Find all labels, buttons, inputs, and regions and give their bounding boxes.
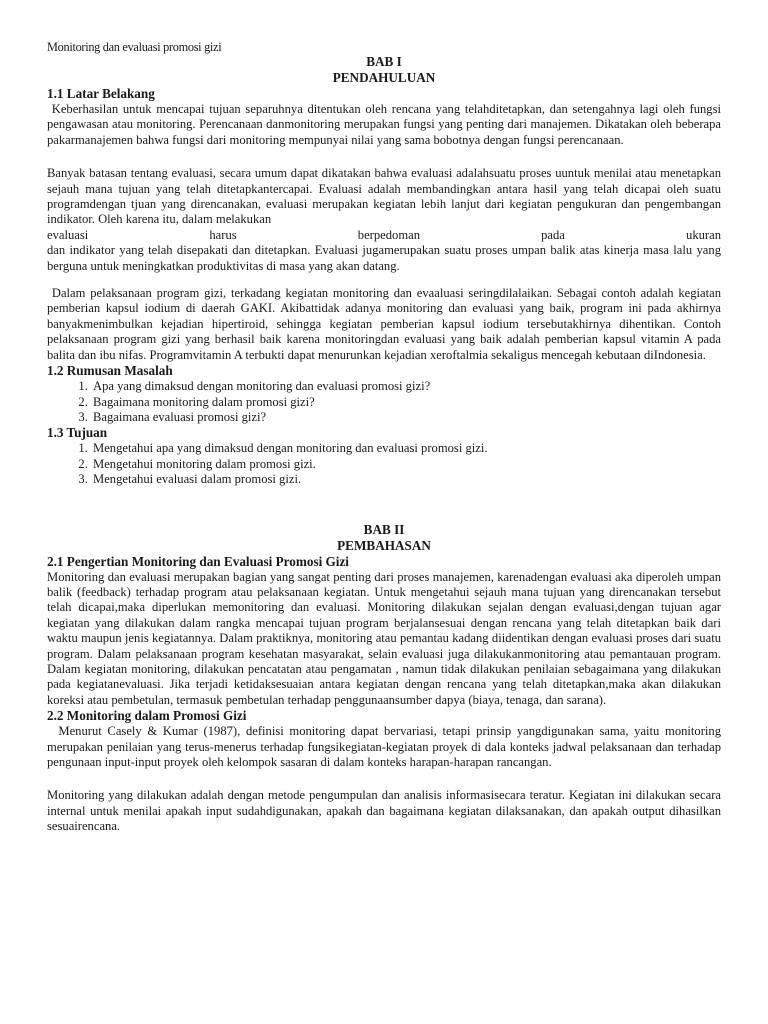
- list-item: 1. Apa yang dimaksud dengan monitoring dan evaluasi promosi gizi?: [91, 379, 721, 394]
- problem-list: [47, 379, 721, 425]
- running-header: Monitoring dan evaluasi promosi gizi: [47, 40, 222, 54]
- spread-word: ukuran: [686, 227, 721, 242]
- section-1-1-spread-line: [47, 228, 721, 243]
- section-2-2-paragraph-2: Monitoring yang dilakukan adalah dengan metode pengumpulan dan analisis informasisecara teratur. Kegiatan ini dilakukan secara internal untuk menilai apakah input sudahdigunakan, apakah dan bagaimana kegiatan dilaksanakan, dan apakah output dihasilkan sesuairencana.: [47, 788, 721, 834]
- section-2-2-heading: 2.2 Monitoring dalam Promosi Gizi: [47, 708, 247, 724]
- list-item: 3. Bagaimana evaluasi promosi gizi?: [91, 410, 721, 425]
- section-1-1-heading: 1.1 Latar Belakang: [47, 86, 155, 101]
- section-2-2-paragraph-1: Menurut Casely & Kumar (1987), definisi monitoring dapat bervariasi, tetapi prinsip yangdigunakan sama, yaitu monitoring merupakan penilaian yang terus-menerus terhadap fungsikegiatan-kegiatan proyek di dala konteks jadwal pelaksanaan dan terhadap pengunaan input-input proyek oleh kelompok sasaran di dalam konteks harapan-harapan rancangan.: [47, 724, 725, 769]
- spread-word: berpedoman: [357, 227, 421, 242]
- spread-word: pada: [541, 227, 565, 242]
- section-2-1-paragraph-1: Monitoring dan evaluasi merupakan bagian yang sangat penting dari proses manajemen, karenadengan evaluasi aka diperoleh umpan balik (feedback) terhadap program atau pelaksanaan kegiatan. Untuk mengetahui sejauh mana tujuan yang direncanakan tersebut telah dicapai,maka diperlukan memonitoring dan evaluasi. Monitoring dilakukan sejalan dengan evaluasi,dengan tujuan agar kegiatan yang dilakukan dalam rangka mencapai tujuan program berjalansesuai dengan rencana yang telah ditetapkan baik dari waktu maupun jenis kegiatannya. Dalam praktiknya, monitoring atau pemantau kadang diidentikan dengan evaluasi proses dari suatu program. Dalam pelaksanaan program kesehatan masyarakat, selain evaluasi juga dilakukanmonitoring atau pemantauan program. Dalam kegiatan monitoring, dilakukan pencatatan atau pengamatan , namun tidak dilakukan penilaian sebagaimana yang dilakukan pada kegiatanevaluasi. Jika terjadi ketidaksesuaian antara kegiatan dengan rencana yang telah ditetapkan,maka akan dilakukan koreksi atau pembetulan, termasuk pembetulan terhadap penggunaansumber dapya (biaya, tenaga, dan sarana).: [47, 569, 721, 707]
- list-item: 2. Bagaimana monitoring dalam promosi gizi?: [91, 395, 721, 410]
- objective-list: [47, 441, 721, 487]
- list-item: 3. Mengetahui evaluasi dalam promosi gizi.: [91, 472, 721, 487]
- section-1-2-heading: 1.2 Rumusan Masalah: [47, 363, 173, 379]
- section-1-1-paragraph-1: Keberhasilan untuk mencapai tujuan separuhnya ditentukan oleh rencana yang telahditetapkan, dan setengahnya lagi oleh fungsi pengawasan atau monitoring. Perencanaan danmonitoring merupakan fungsi yang penting dari manajemen. Dikatakan oleh beberapa pakarmanajemen bahwa fungsi dari monitoring mempunyai nilai yang sama bobotnya dengan fungsi perencanaan.: [47, 102, 725, 147]
- list-item: 1. Mengetahui apa yang dimaksud dengan monitoring dan evaluasi promosi gizi.: [91, 441, 721, 456]
- section-1-1-paragraph-3: Dalam pelaksanaan program gizi, terkadang kegiatan monitoring dan evaaluasi seringdilalaikan. Sebagai contoh adalah kegiatan pemberian kapsul iodium di daerah GAKI. Akibattidak adanya monitoring dan evaluasi yang baik, program ini pada akhirnya banyakmenimbulkan kejadian hipertiroid, sehingga kegiatan pemberian kapsul iodium tersebutakhirnya dihentikan. Contoh pelaksanaan program gizi yang berhasil baik karena monitoringdan evaluasi yang baik adalah pemberian kapsul vitamin A pada balita dan ibu nifas. Programvitamin A terbukti dapat menurunkan kejadian xeroftalmia sekaligus mencegah kebutaan diIndonesia.: [47, 286, 725, 362]
- spread-word: harus: [209, 227, 237, 242]
- section-1-3-heading: 1.3 Tujuan: [47, 425, 108, 441]
- section-1-1-paragraph-2-end: dan indikator yang telah disepakati dan ditetapkan. Evaluasi jugamerupakan suatu proses umpan balik atas kinerja masa lalu yang berguna untuk meningkatkan produktivitas di masa yang akan datang.: [47, 243, 721, 273]
- bab1-title: BAB I: [366, 54, 402, 69]
- spread-word: evaluasi: [47, 227, 89, 242]
- list-item: 2. Mengetahui monitoring dalam promosi gizi.: [91, 457, 721, 472]
- section-1-1-paragraph-2: Banyak batasan tentang evaluasi, secara umum dapat dikatakan bahwa evaluasi adalahsuatu proses uuntuk menilai atau menetapkan sejauh mana tujuan yang telah ditetapkantercapai. Evaluasi adalah membandingkan antara hasil yang telah dicapai oleh suatu programdengan tjuan yang direncanakan, evaluasi merupakan kegiatan lebih lanjut dari kegiatan pengukuran dan pengembangan indikator. Oleh karena itu, dalam melakukan: [47, 166, 721, 227]
- bab1-subtitle: PENDAHULUAN: [332, 70, 436, 85]
- section-2-1-heading: 2.1 Pengertian Monitoring dan Evaluasi Promosi Gizi: [47, 553, 349, 569]
- bab2-subtitle: PEMBAHASAN: [337, 537, 431, 553]
- bab2-title: BAB II: [363, 521, 405, 537]
